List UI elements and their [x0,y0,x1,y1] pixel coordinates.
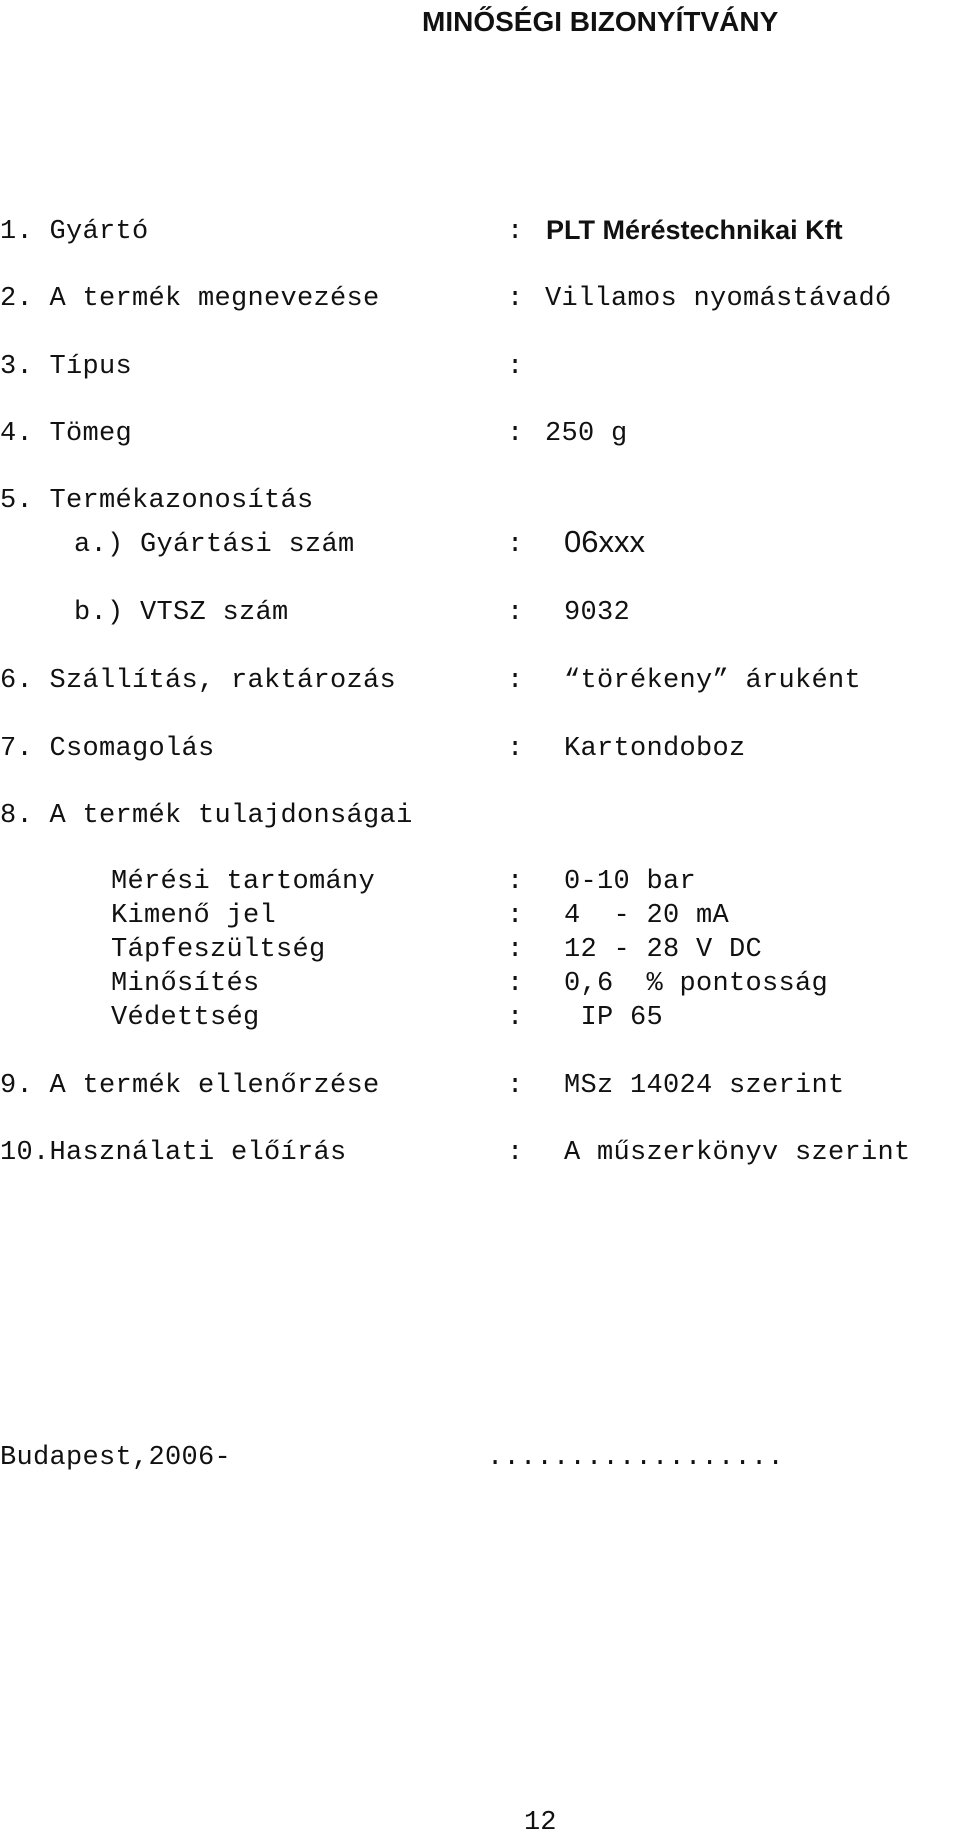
property-value-supply-voltage: 12 - 28 V DC [564,935,763,965]
row-label-type: 3. Típus [0,352,133,382]
row-label-manufacturer: 1. Gyártó [0,217,149,247]
row-value-usage-instructions: A műszerkönyv szerint [564,1138,911,1168]
property-label-measuring-range: Mérési tartomány [111,867,376,897]
property-separator: : [507,1003,524,1033]
property-label-accuracy-class: Minősítés [111,969,260,999]
row-label-packaging: 7. Csomagolás [0,734,215,764]
place-and-date: Budapest,2006- [0,1443,232,1473]
row-separator: : [507,217,524,247]
property-value-protection: IP 65 [564,1003,664,1033]
row-separator: : [507,666,524,696]
row-label-usage-instructions: 10.Használati előírás [0,1138,347,1168]
row-value-weight: 250 g [545,419,628,449]
row-value-manufacturer: PLT Méréstechnikai Kft [546,215,843,245]
row-label-vtsz-number: b.) VTSZ szám [74,598,289,628]
row-separator: : [507,598,524,628]
row-value-product-inspection: MSz 14024 szerint [564,1071,845,1101]
row-value-serial-number: 06xxx [564,524,645,559]
property-label-supply-voltage: Tápfeszültség [111,935,326,965]
row-separator: : [507,419,524,449]
property-value-output-signal: 4 - 20 mA [564,901,730,931]
row-label-product-name: 2. A termék megnevezése [0,284,380,314]
row-label-serial-number: a.) Gyártási szám [74,530,355,560]
row-label-shipping-storage: 6. Szállítás, raktározás [0,666,397,696]
property-value-accuracy-class: 0,6 % pontosság [564,969,829,999]
page-number: 12 [524,1808,557,1838]
property-value-measuring-range: 0-10 bar [564,867,697,897]
signature-line: .................. [487,1443,785,1473]
row-separator: : [507,734,524,764]
row-separator: : [507,1071,524,1101]
certificate-title: MINŐSÉGI BIZONYÍTVÁNY [422,6,779,37]
row-label-product-id: 5. Termékazonosítás [0,486,314,516]
property-label-protection: Védettség [111,1003,260,1033]
row-label-product-properties: 8. A termék tulajdonságai [0,801,413,831]
property-separator: : [507,969,524,999]
property-separator: : [507,935,524,965]
row-separator: : [507,284,524,314]
row-label-weight: 4. Tömeg [0,419,133,449]
row-value-packaging: Kartondoboz [564,734,746,764]
row-separator: : [507,352,524,382]
row-value-vtsz-number: 9032 [564,598,631,628]
row-separator: : [507,530,524,560]
row-label-product-inspection: 9. A termék ellenőrzése [0,1071,380,1101]
row-value-product-name: Villamos nyomástávadó [545,284,892,314]
row-separator: : [507,1138,524,1168]
property-label-output-signal: Kimenő jel [111,901,277,931]
row-value-shipping-storage: “törékeny” áruként [564,666,862,696]
property-separator: : [507,901,524,931]
property-separator: : [507,867,524,897]
